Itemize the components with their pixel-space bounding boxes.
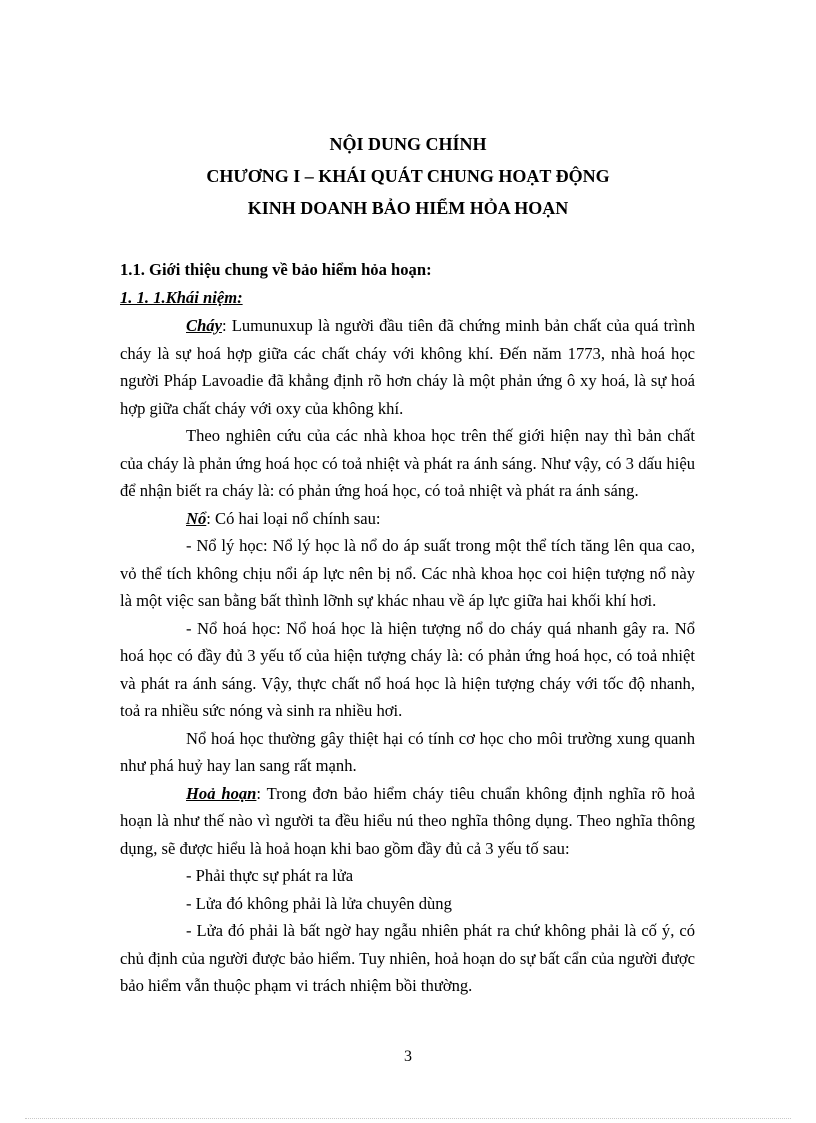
- content-title: NỘI DUNG CHÍNH: [329, 134, 487, 154]
- paragraph-explosion-damage: Nổ hoá học thường gây thiệt hại có tính cơ học cho môi trường xung quanh như phá huỷ hay lan sang rất mạnh.: [120, 728, 695, 775]
- paragraph-no: [120, 505, 695, 533]
- list-item-not-dedicated-fire: - Lửa đó không phải là lửa chuyên dùng: [186, 893, 452, 913]
- chapter-title: CHƯƠNG I – KHÁI QUÁT CHUNG HOẠT ĐỘNG: [206, 166, 610, 186]
- paragraph-chay-text: : Lumunuxup là người đầu tiên đã chứng minh bản chất của quá trình cháy là sự hoá hợp giữa các chất cháy với không khí. Đến năm 1773, nhà hoá học người Pháp Lavoadie đã khẳng định rõ hơn cháy là một phản ứng ô xy hoá, là sự hoá hợp giữa chất cháy với oxy của không khí.: [120, 316, 695, 418]
- page-number: 3: [404, 1048, 412, 1065]
- paragraph-hoa-hoan-text: : Trong đơn bảo hiểm cháy tiêu chuẩn không định nghĩa rõ hoả hoạn là như thế nào vì người ta đều hiểu nú theo nghĩa thông dụng. Theo nghĩa thông dụng, sẽ được hiểu là hoả hoạn khi bao gồm đầy đủ cả 3 yếu tố sau:: [120, 783, 696, 858]
- page-bottom-rule: [25, 1118, 791, 1119]
- paragraph-chay: [120, 312, 695, 422]
- term-chay: Cháy: [186, 316, 222, 335]
- section-heading: 1.1. Giới thiệu chung về bảo hiểm hỏa hoạn:: [120, 260, 432, 279]
- paragraph-burning-nature: Theo nghiên cứu của các nhà khoa học trên thế giới hiện nay thì bản chất của cháy là phản ứng hoá học có toả nhiệt và phát ra ánh sáng. Như vậy, có 3 dấu hiệu để nhận biết ra cháy là: có phản ứng hoá học, có toả nhiệt và phát ra ánh sáng.: [120, 426, 695, 500]
- paragraph-chemical-explosion: - Nổ hoá học: Nổ hoá học là hiện tượng nổ do cháy quá nhanh gây ra. Nổ hoá học có đầy đủ 3 yếu tố của hiện tượng cháy là: có phản ứng hoá học, có toả nhiệt và phát ra ánh sáng. Vậy, thực chất nổ hoá học là hiện tượng cháy với tốc độ nhanh, toả ra nhiều sức nóng và sinh ra nhiều hơi.: [120, 618, 695, 720]
- subsection-heading: 1. 1. 1.Khái niệm:: [120, 288, 243, 307]
- chapter-subtitle: KINH DOANH BẢO HIỂM HỎA HOẠN: [247, 198, 569, 218]
- paragraph-physical-explosion: - Nổ lý học: Nổ lý học là nổ do áp suất trong một thể tích tăng lên qua cao, vỏ thể tích không chịu nổi áp lực nên bị nổ. Các nhà khoa học coi hiện tượng nổ này là một việc san bằng bất thình lỡnh sự khác nhau về áp lực giữa hai khối khí hơi.: [120, 536, 695, 610]
- term-no: Nổ: [186, 508, 207, 528]
- paragraph-hoa-hoan: [120, 780, 695, 863]
- document-body: [120, 256, 695, 1000]
- list-item-accidental-fire: - Lửa đó phải là bất ngờ hay ngẫu nhiên phát ra chứ không phải là cố ý, có chủ định của người được bảo hiểm. Tuy nhiên, hoả hoạn do sự bất cẩn của người được bảo hiểm vẫn thuộc phạm vi trách nhiệm bồi thường.: [120, 921, 695, 995]
- paragraph-no-text: : Có hai loại nổ chính sau:: [206, 508, 381, 528]
- list-item-fire: - Phải thực sự phát ra lửa: [186, 866, 354, 885]
- term-hoa-hoan: Hoả hoạn: [186, 783, 257, 803]
- chapter-title-block: [0, 128, 816, 224]
